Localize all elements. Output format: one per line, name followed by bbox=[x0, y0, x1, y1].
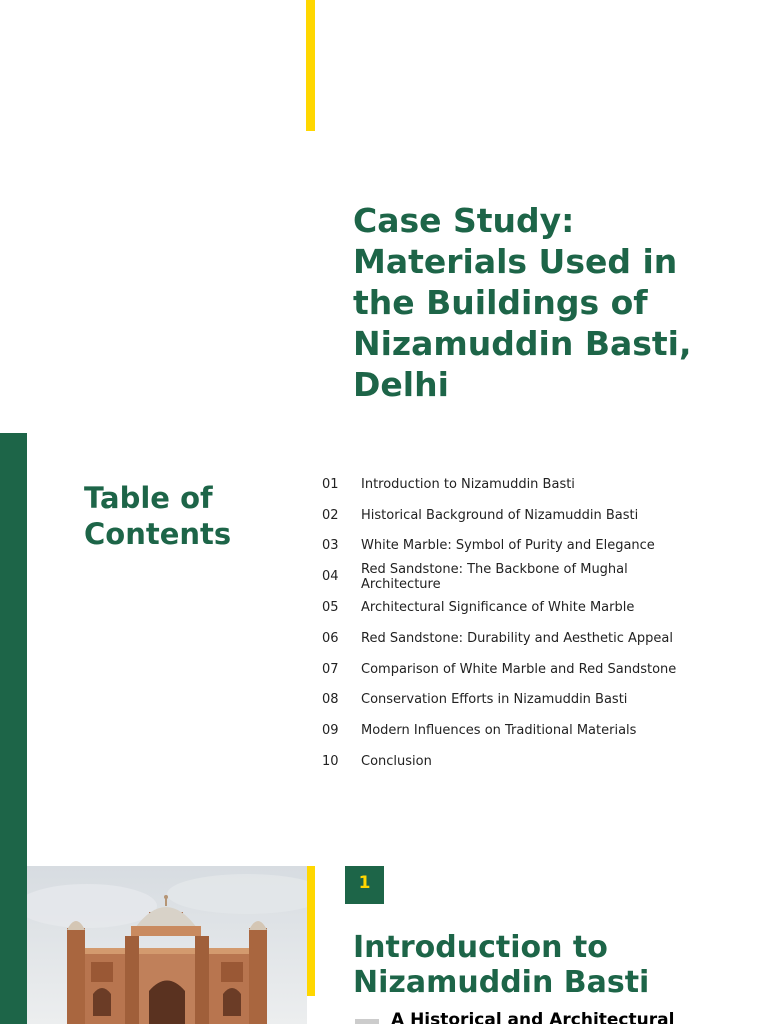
accent-bar-section bbox=[307, 866, 315, 996]
toc-item[interactable] bbox=[322, 592, 762, 623]
toc-item[interactable] bbox=[322, 469, 762, 500]
toc-item-label: Conclusion bbox=[361, 754, 432, 770]
toc-item-number: 09 bbox=[322, 723, 339, 739]
toc-item[interactable] bbox=[322, 531, 762, 562]
toc-item-label: Red Sandstone: The Backbone of Mughal Architecture bbox=[361, 561, 628, 592]
toc-item-label: White Marble: Symbol of Purity and Elegance bbox=[361, 538, 655, 554]
bullet-icon bbox=[355, 1019, 379, 1024]
toc-item-number: 04 bbox=[322, 569, 339, 585]
toc-item[interactable] bbox=[322, 623, 762, 654]
toc-item-number: 05 bbox=[322, 600, 339, 616]
toc-item-number: 02 bbox=[322, 507, 339, 523]
toc-item[interactable] bbox=[322, 654, 762, 685]
section-title: Introduction to Nizamuddin Basti bbox=[353, 930, 650, 1000]
toc-item-number: 10 bbox=[322, 754, 339, 770]
toc-item-label: Introduction to Nizamuddin Basti bbox=[361, 476, 575, 492]
toc-item[interactable] bbox=[322, 685, 762, 716]
toc-item-label: Historical Background of Nizamuddin Basti bbox=[361, 507, 639, 523]
subsection-heading bbox=[355, 1010, 768, 1024]
toc-heading: Table of Contents bbox=[84, 481, 232, 551]
toc-item[interactable] bbox=[322, 715, 762, 746]
toc-item[interactable] bbox=[322, 746, 762, 777]
toc-item-number: 03 bbox=[322, 538, 339, 554]
section-number-badge: 1 bbox=[345, 866, 384, 904]
toc-item-label: Modern Influences on Traditional Materials bbox=[361, 723, 637, 739]
toc-item[interactable] bbox=[322, 500, 762, 531]
subsection-title: A Historical and Architectural bbox=[391, 1010, 675, 1024]
toc-item-number: 06 bbox=[322, 630, 339, 646]
toc-list bbox=[322, 469, 762, 777]
toc-item-number: 08 bbox=[322, 692, 339, 708]
toc-item-label: Red Sandstone: Durability and Aesthetic Appeal bbox=[361, 630, 674, 646]
toc-item-label: Architectural Significance of White Marble bbox=[361, 600, 635, 616]
accent-bar-top bbox=[306, 0, 315, 131]
toc-item-label: Comparison of White Marble and Red Sandstone bbox=[361, 661, 677, 677]
document-title: Case Study: Materials Used in the Buildings of Nizamuddin Basti, Delhi bbox=[353, 201, 692, 404]
toc-item-number: 01 bbox=[322, 476, 339, 492]
toc-item[interactable] bbox=[322, 561, 762, 592]
mughal-monument-image bbox=[27, 866, 307, 1024]
toc-item-number: 07 bbox=[322, 661, 339, 677]
accent-bar-left bbox=[0, 433, 27, 1024]
toc-item-label: Conservation Efforts in Nizamuddin Basti bbox=[361, 692, 628, 708]
